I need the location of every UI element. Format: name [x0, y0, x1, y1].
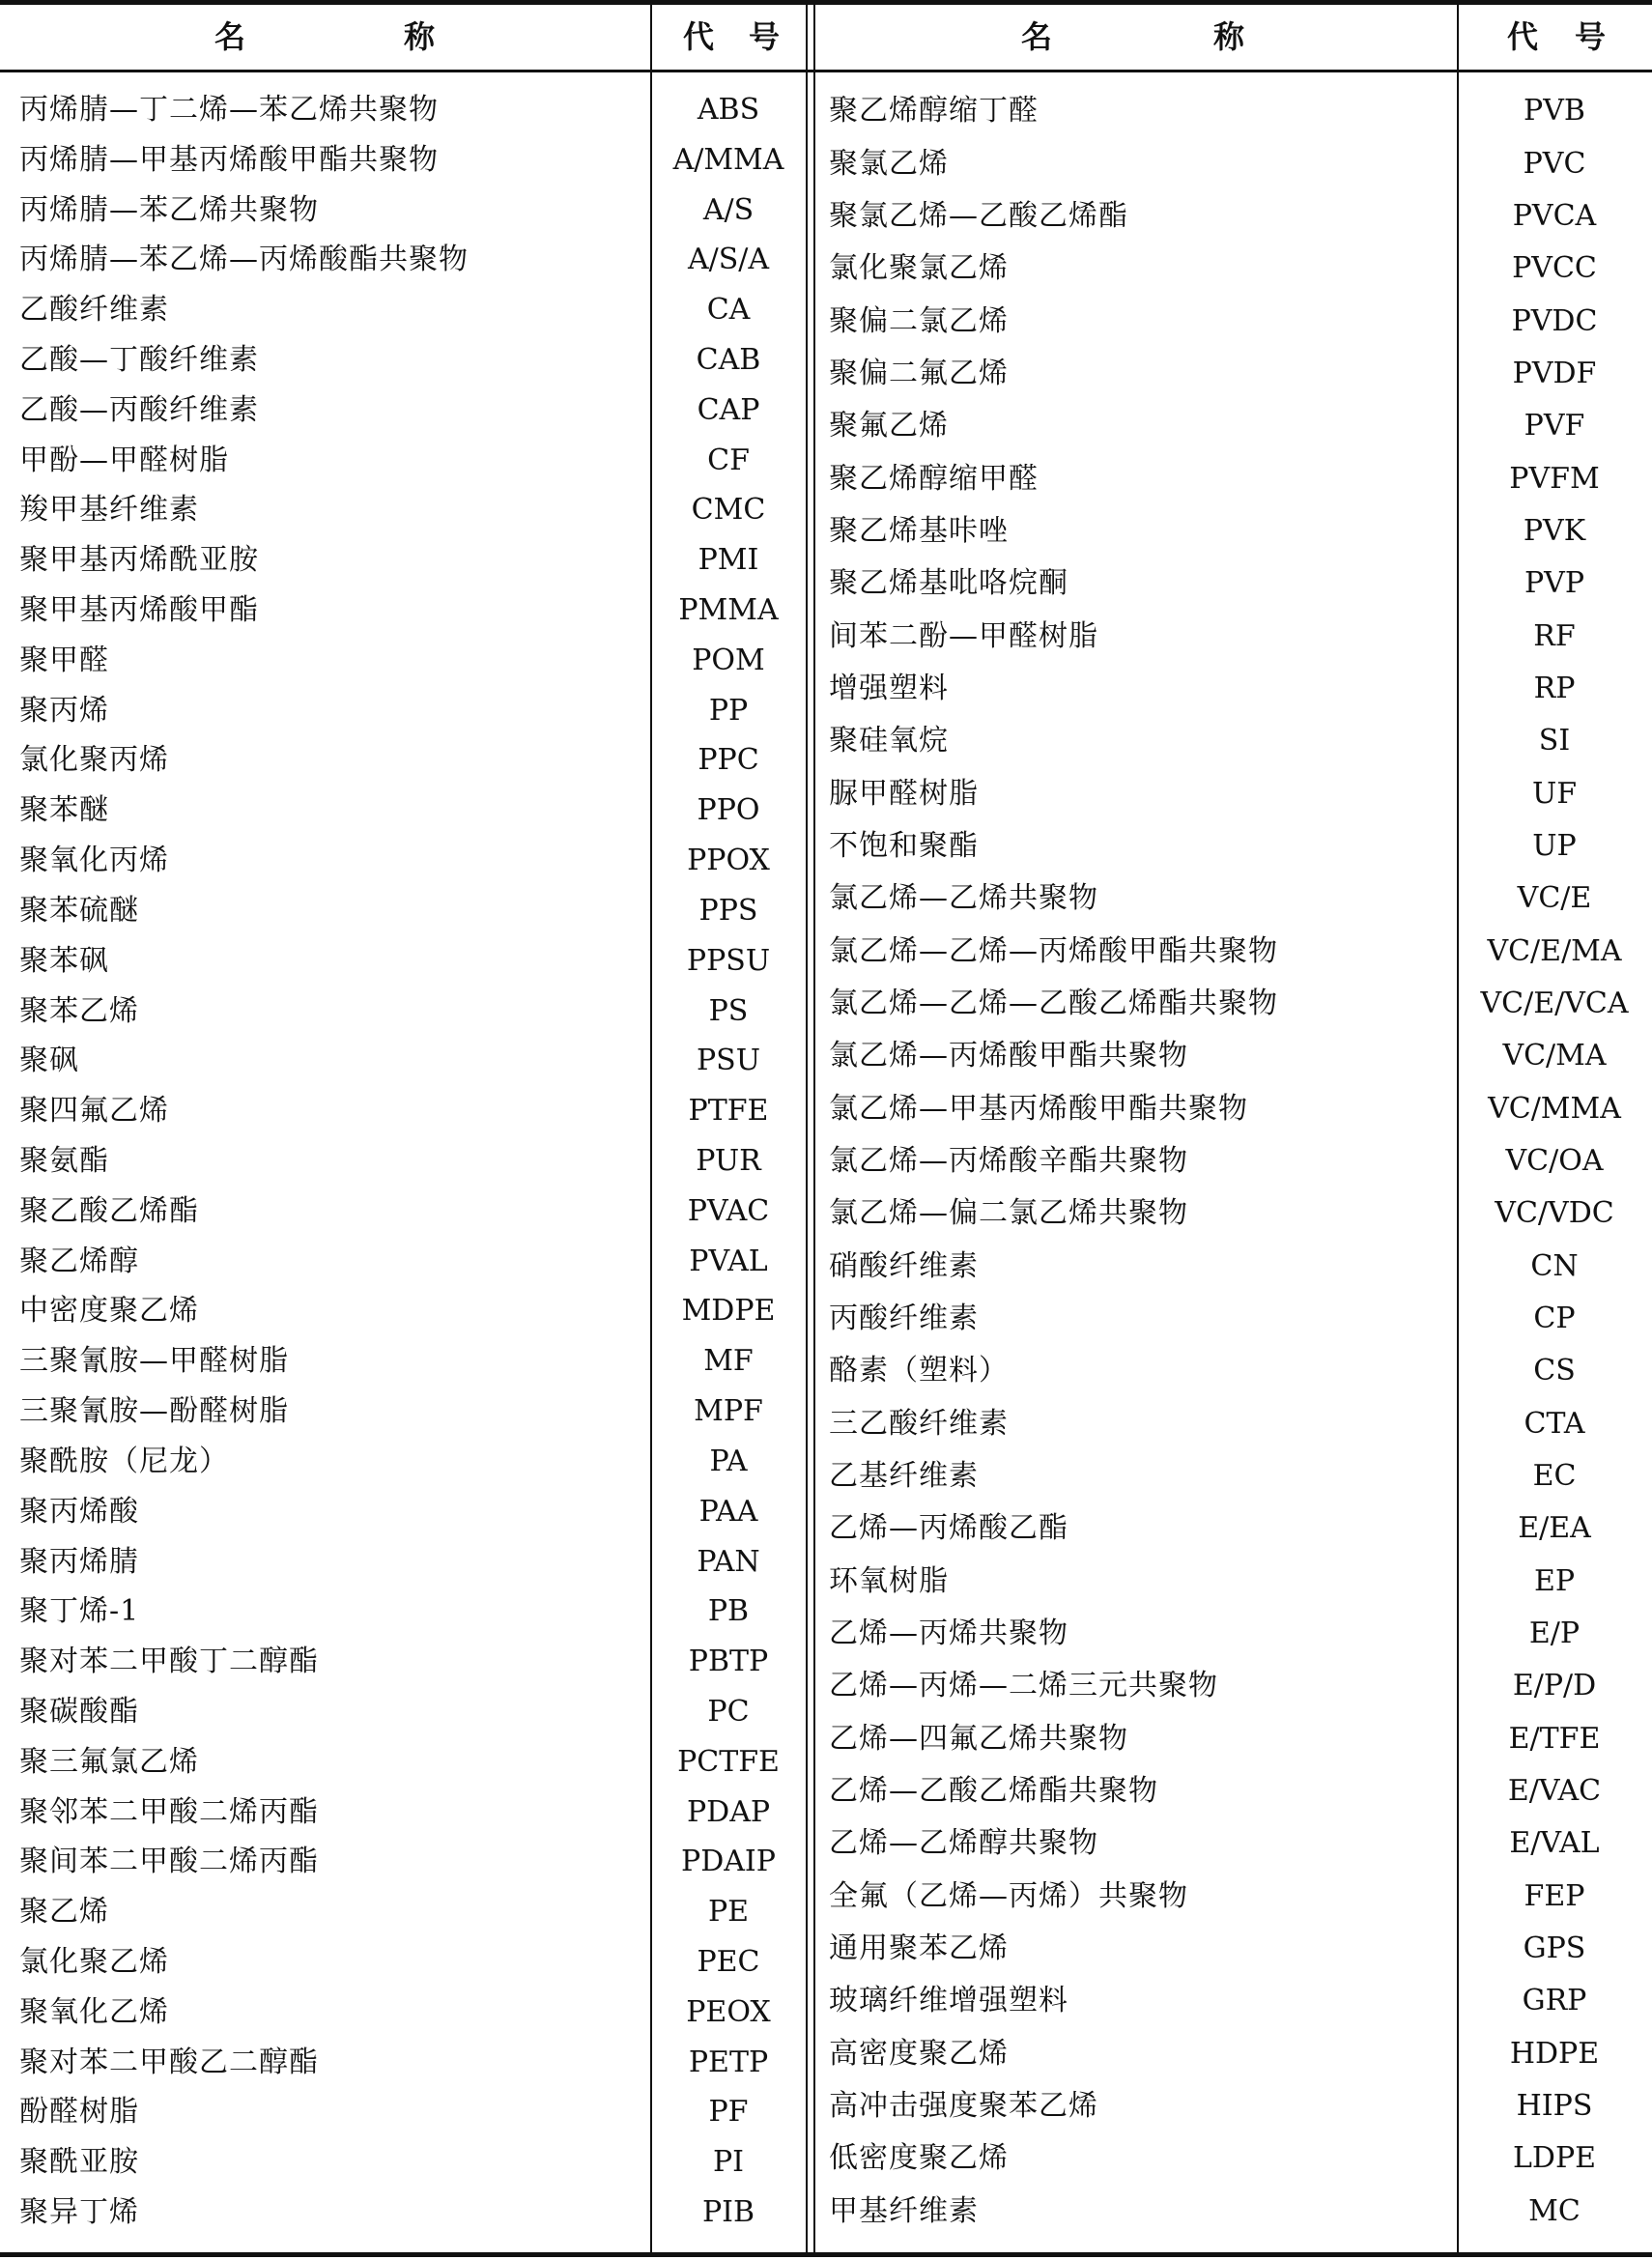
left-row-name: 聚三氟氯乙烯 [19, 1744, 199, 1779]
right-row-code: HIPS [1516, 2089, 1593, 2124]
right-row-code: CTA [1524, 1406, 1585, 1441]
right-row-name: 聚偏二氯乙烯 [829, 303, 1009, 338]
left-row-code: MDPE [681, 1294, 776, 1329]
right-row-name: 氯乙烯—乙烯—丙烯酸甲酯共聚物 [829, 933, 1278, 968]
left-row-code: ABS [697, 92, 760, 127]
left-row-code: PP [708, 693, 749, 728]
right-row-name: 聚硅氧烷 [829, 724, 949, 758]
right-row-name: 氯乙烯—丙烯酸辛酯共聚物 [829, 1144, 1188, 1178]
right-row-code: VC/OA [1505, 1144, 1604, 1178]
left-row-name: 聚对苯二甲酸乙二醇酯 [19, 2045, 319, 2079]
left-row-code: PPC [698, 743, 759, 778]
left-row-name: 羧甲基纤维素 [19, 493, 199, 528]
left-row-name: 氯化聚丙烯 [19, 743, 169, 778]
left-row-name: 甲酚—甲醛树脂 [19, 443, 229, 477]
header-rule [0, 70, 1652, 72]
right-row-name: 低密度聚乙烯 [829, 2141, 1009, 2176]
left-row-name: 聚四氟乙烯 [19, 1094, 169, 1129]
right-row-name: 间苯二酚—甲醛树脂 [829, 618, 1098, 653]
right-row-name: 乙烯—四氟乙烯共聚物 [829, 1721, 1128, 1756]
right-row-name: 玻璃纤维增强塑料 [829, 1984, 1068, 2018]
right-row-name: 聚氟乙烯 [829, 409, 949, 443]
left-row-code: PSU [696, 1044, 761, 1078]
right-row-code: HDPE [1509, 2036, 1600, 2071]
left-row-code: PTFE [688, 1094, 769, 1129]
left-row-code: PS [708, 993, 749, 1028]
left-row-code: PETP [688, 2045, 769, 2079]
left-row-name: 聚乙酸乙烯酯 [19, 1193, 199, 1228]
left-row-code: MPF [694, 1394, 763, 1429]
left-row-code: MF [703, 1344, 754, 1379]
right-row-code: PVCA [1512, 198, 1597, 233]
right-row-code: GPS [1523, 1931, 1586, 1966]
left-row-code: PMMA [678, 593, 779, 628]
left-row-code: PCTFE [677, 1744, 780, 1779]
right-row-code: UF [1531, 776, 1578, 811]
right-row-code: PVDC [1511, 303, 1598, 338]
right-row-name: 通用聚苯乙烯 [829, 1931, 1009, 1966]
left-row-name: 丙烯腈—丁二烯—苯乙烯共聚物 [19, 92, 439, 127]
header-name-left-b: 称 [404, 18, 436, 55]
right-row-name: 乙烯—乙烯醇共聚物 [829, 1826, 1098, 1861]
header-code-left-a: 代 [683, 18, 715, 55]
right-row-code: E/P [1528, 1616, 1581, 1651]
left-row-code: PEOX [686, 1994, 771, 2029]
right-row-code: E/TFE [1508, 1721, 1601, 1756]
left-row-name: 聚碳酸酯 [19, 1694, 139, 1729]
left-row-name: 聚丁烯-1 [19, 1594, 140, 1629]
left-row-name: 乙酸—丙酸纤维素 [19, 392, 259, 427]
right-row-code: PVC [1523, 146, 1586, 181]
left-row-name: 丙烯腈—苯乙烯共聚物 [19, 192, 319, 227]
center-double-rule-b [813, 0, 815, 2257]
right-row-name: 增强塑料 [829, 671, 949, 705]
right-row-name: 聚氯乙烯—乙酸乙烯酯 [829, 198, 1128, 233]
left-row-name: 聚间苯二甲酸二烯丙酯 [19, 1845, 319, 1879]
right-row-name: 乙基纤维素 [829, 1459, 979, 1494]
left-row-name: 聚丙烯 [19, 693, 109, 728]
left-row-code: CAP [697, 392, 760, 427]
right-row-name: 聚乙烯醇缩丁醛 [829, 94, 1039, 129]
left-row-name: 聚酰胺（尼龙） [19, 1444, 229, 1478]
left-row-name: 聚苯乙烯 [19, 993, 139, 1028]
right-row-code: SI [1538, 724, 1571, 758]
left-row-code: PC [707, 1694, 750, 1729]
left-row-name: 聚苯醚 [19, 793, 109, 828]
left-row-code: PPOX [687, 844, 770, 878]
right-row-code: PVFM [1509, 461, 1600, 496]
right-row-name: 不饱和聚酯 [829, 828, 979, 863]
right-row-code: UP [1532, 828, 1577, 863]
right-row-code: LDPE [1512, 2141, 1597, 2176]
right-row-code: PVDF [1512, 356, 1597, 390]
left-row-name: 聚苯硫醚 [19, 893, 139, 928]
left-row-code: PA [709, 1444, 748, 1478]
center-double-rule-a [806, 0, 808, 2257]
left-row-name: 聚丙烯腈 [19, 1544, 139, 1579]
right-row-name: 聚乙烯基咔唑 [829, 513, 1009, 548]
left-row-name: 聚乙烯醇 [19, 1244, 139, 1278]
left-row-name: 聚异丁烯 [19, 2195, 139, 2230]
left-row-code: PI [712, 2145, 745, 2180]
left-row-code: CAB [696, 342, 761, 377]
right-row-code: E/EA [1518, 1511, 1591, 1546]
right-row-name: 氯乙烯—偏二氯乙烯共聚物 [829, 1196, 1188, 1231]
right-row-name: 全氟（乙烯—丙烯）共聚物 [829, 1878, 1188, 1913]
right-row-name: 甲基纤维素 [829, 2193, 979, 2228]
left-row-code: PMI [698, 543, 759, 578]
left-row-code: PF [708, 2095, 749, 2130]
left-row-name: 聚乙烯 [19, 1895, 109, 1930]
right-row-code: E/VAL [1509, 1826, 1600, 1861]
left-row-name: 聚对苯二甲酸丁二醇酯 [19, 1645, 319, 1679]
right-code-divider [1457, 0, 1459, 2257]
left-row-name: 聚氧化丙烯 [19, 844, 169, 878]
left-row-code: POM [692, 643, 765, 677]
right-row-code: VC/E [1517, 881, 1592, 916]
header-code-right-b: 号 [1575, 18, 1607, 55]
right-row-name: 三乙酸纤维素 [829, 1406, 1009, 1441]
left-row-code: PPO [697, 793, 760, 828]
left-row-name: 氯化聚乙烯 [19, 1945, 169, 1980]
left-row-code: PIB [701, 2195, 755, 2230]
left-row-name: 聚氧化乙烯 [19, 1994, 169, 2029]
right-row-code: EP [1533, 1563, 1576, 1598]
left-row-name: 聚酰亚胺 [19, 2145, 139, 2180]
left-row-name: 聚甲基丙烯酸甲酯 [19, 593, 259, 628]
right-row-name: 环氧树脂 [829, 1563, 949, 1598]
right-row-name: 乙烯—丙烯—二烯三元共聚物 [829, 1669, 1218, 1703]
right-row-code: MC [1528, 2193, 1581, 2228]
bottom-rule [0, 2252, 1652, 2257]
left-row-name: 聚邻苯二甲酸二烯丙酯 [19, 1794, 319, 1829]
left-row-code: PPS [698, 893, 758, 928]
right-row-name: 高密度聚乙烯 [829, 2036, 1009, 2071]
left-row-name: 聚苯砜 [19, 943, 109, 978]
left-row-code: A/S [702, 192, 755, 227]
right-row-name: 氯化聚氯乙烯 [829, 251, 1009, 286]
right-row-code: RF [1533, 618, 1576, 653]
right-row-code: VC/E/VCA [1480, 986, 1629, 1020]
right-row-name: 氯乙烯—乙烯—乙酸乙烯酯共聚物 [829, 986, 1278, 1020]
left-row-name: 聚丙烯酸 [19, 1494, 139, 1529]
right-row-code: PVF [1524, 409, 1585, 443]
left-row-code: PDAP [686, 1794, 771, 1829]
right-row-name: 聚偏二氟乙烯 [829, 356, 1009, 390]
left-row-code: PBTP [688, 1645, 769, 1679]
left-row-name: 三聚氰胺—甲醛树脂 [19, 1344, 289, 1379]
left-row-name: 聚甲醛 [19, 643, 109, 677]
right-row-code: E/VAC [1507, 1774, 1602, 1809]
left-row-code: PAN [697, 1544, 760, 1579]
right-row-code: RP [1533, 671, 1576, 705]
left-row-name: 三聚氰胺—酚醛树脂 [19, 1394, 289, 1429]
right-row-name: 聚乙烯醇缩甲醛 [829, 461, 1039, 496]
right-row-name: 酪素（塑料） [829, 1354, 1009, 1388]
left-row-code: PEC [697, 1945, 760, 1980]
left-row-name: 乙酸纤维素 [19, 293, 169, 328]
right-row-code: VC/VDC [1495, 1196, 1614, 1231]
left-row-code: PE [707, 1895, 750, 1930]
right-row-code: CS [1533, 1354, 1576, 1388]
left-row-code: PVAL [689, 1244, 768, 1278]
right-row-name: 聚氯乙烯 [829, 146, 949, 181]
right-row-name: 乙烯—丙烯共聚物 [829, 1616, 1068, 1651]
left-row-code: PB [707, 1594, 750, 1629]
left-row-code: PUR [696, 1144, 761, 1178]
right-row-code: PVK [1523, 513, 1586, 548]
right-row-name: 脲甲醛树脂 [829, 776, 979, 811]
right-row-name: 高冲击强度聚苯乙烯 [829, 2089, 1098, 2124]
left-row-name: 聚氨酯 [19, 1144, 109, 1178]
left-row-name: 丙烯腈—苯乙烯—丙烯酸酯共聚物 [19, 243, 469, 277]
right-row-code: EC [1532, 1459, 1577, 1494]
header-code-right-a: 代 [1507, 18, 1539, 55]
right-row-code: VC/MA [1502, 1039, 1607, 1073]
left-row-name: 聚甲基丙烯酰亚胺 [19, 543, 259, 578]
header-name-left-a: 名 [214, 18, 246, 55]
left-row-name: 酚醛树脂 [19, 2095, 139, 2130]
right-row-name: 氯乙烯—甲基丙烯酸甲酯共聚物 [829, 1091, 1248, 1126]
left-row-code: PPSU [686, 943, 771, 978]
left-row-code: A/S/A [687, 243, 770, 277]
left-row-name: 丙烯腈—甲基丙烯酸甲酯共聚物 [19, 142, 439, 177]
right-row-name: 聚乙烯基吡咯烷酮 [829, 566, 1068, 601]
right-row-code: VC/E/MA [1487, 933, 1622, 968]
right-row-code: VC/MMA [1488, 1091, 1621, 1126]
left-row-code: CA [706, 293, 751, 328]
header-name-right-a: 名 [1021, 18, 1053, 55]
right-row-code: PVP [1524, 566, 1585, 601]
right-row-code: E/P/D [1512, 1669, 1597, 1703]
right-row-code: FEP [1524, 1878, 1585, 1913]
right-row-name: 氯乙烯—丙烯酸甲酯共聚物 [829, 1039, 1188, 1073]
left-row-code: PDAIP [681, 1845, 776, 1879]
left-row-code: A/MMA [672, 142, 784, 177]
left-row-code: PAA [698, 1494, 758, 1529]
right-row-name: 氯乙烯—乙烯共聚物 [829, 881, 1098, 916]
header-name-right-b: 称 [1213, 18, 1245, 55]
left-row-code: PVAC [687, 1193, 770, 1228]
right-row-code: CP [1533, 1302, 1576, 1336]
header-code-left-b: 号 [749, 18, 781, 55]
right-row-name: 乙烯—丙烯酸乙酯 [829, 1511, 1068, 1546]
right-row-code: GRP [1522, 1984, 1587, 2018]
right-row-code: PVB [1524, 94, 1585, 129]
right-row-code: PVCC [1512, 251, 1597, 286]
left-row-name: 聚砜 [19, 1044, 79, 1078]
right-row-code: CN [1530, 1248, 1579, 1283]
right-row-name: 丙酸纤维素 [829, 1302, 979, 1336]
left-row-name: 中密度聚乙烯 [19, 1294, 199, 1329]
left-row-code: CF [707, 443, 750, 477]
top-rule [0, 0, 1652, 5]
left-row-code: CMC [691, 493, 766, 528]
right-row-name: 乙烯—乙酸乙烯酯共聚物 [829, 1774, 1158, 1809]
right-row-name: 硝酸纤维素 [829, 1248, 979, 1283]
left-row-name: 乙酸—丁酸纤维素 [19, 342, 259, 377]
